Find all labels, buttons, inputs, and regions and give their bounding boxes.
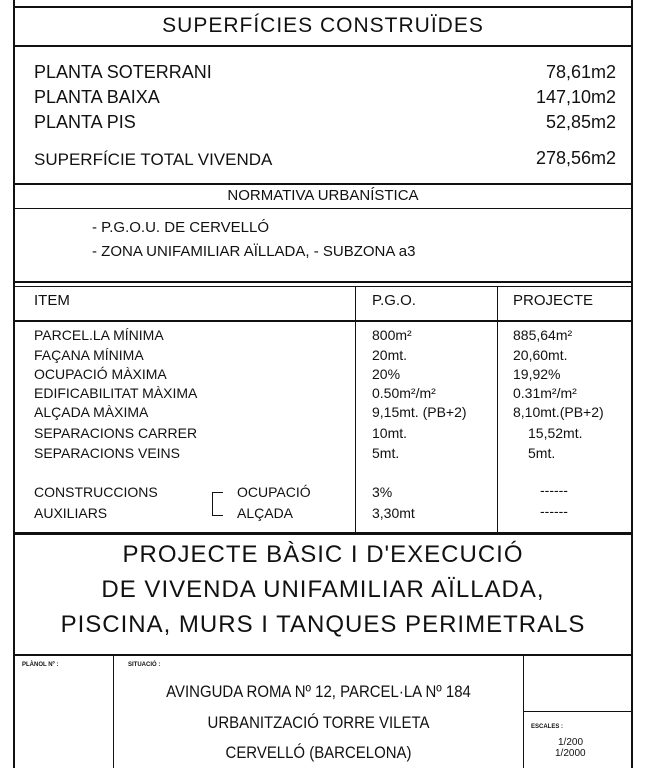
table-cell-projecte: 20,60mt. [513,347,568,363]
aux-item: ALÇADA [237,505,294,521]
divider [13,532,633,535]
aux-label: AUXILIARS [34,505,108,521]
bracket [212,492,223,516]
aux-pgo: 3,30mt [372,505,415,521]
table-cell-pgo: 20% [372,366,401,382]
table-cell-pgo: 0.50m²/m² [372,385,436,401]
header-item: ITEM [34,292,70,309]
column-divider [497,286,498,533]
aux-label: CONSTRUCCIONS [34,484,158,500]
surface-label: PLANTA BAIXA [34,87,160,107]
surface-total-label: SUPERFÍCIE TOTAL VIVENDA [34,150,273,169]
address-line: CERVELLÓ (BARCELONA) [225,743,412,762]
column-divider [355,286,356,533]
surface-label: PLANTA PIS [34,112,136,132]
escales-label: ESCALES : [531,724,564,730]
header-projecte: PROJECTE [513,292,594,309]
table-cell-item: EDIFICABILITAT MÀXIMA [34,385,198,401]
table-cell-item: SEPARACIONS CARRER [34,425,198,441]
table-cell-projecte: 885,64m² [513,327,573,343]
table-cell-pgo: 20mt. [372,347,408,363]
table-cell-pgo: 10mt. [372,425,408,441]
divider [13,654,633,656]
escala-value: 1/2000 [555,748,586,759]
table-cell-pgo: 9,15mt. (PB+2) [372,404,467,420]
project-title-line: PROJECTE BÀSIC I D'EXECUCIÓ [122,541,524,568]
surface-value: 52,85m2 [545,112,616,132]
table-cell-projecte: 8,10mt.(PB+2) [513,404,604,420]
divider [13,45,633,47]
column-divider [113,655,114,768]
surface-value: 78,61m2 [545,62,616,82]
table-cell-pgo: 800m² [372,327,412,343]
divider [523,711,633,712]
surfaces-title: SUPERFÍCIES CONSTRUÏDES [162,14,484,37]
table-cell-projecte: 15,52mt. [528,425,583,441]
header-pgo: P.G.O. [372,292,416,309]
address-line: AVINGUDA ROMA Nº 12, PARCEL·LA Nº 184 [166,682,471,701]
divider [13,320,633,322]
normativa-line: - ZONA UNIFAMILIAR AÏLLADA, - SUBZONA a3 [92,243,416,260]
table-cell-projecte: 19,92% [513,366,561,382]
aux-projecte: ------ [540,503,568,519]
surface-total-value: 278,56m2 [535,148,616,168]
project-title-line: DE VIVENDA UNIFAMILIAR AÏLLADA, [101,576,545,603]
surface-label: PLANTA SOTERRANI [34,62,212,82]
table-cell-item: PARCEL.LA MÍNIMA [34,327,164,343]
table-cell-pgo: 5mt. [372,445,400,461]
escala-value: 1/200 [558,737,584,748]
divider [13,208,633,209]
table-cell-item: OCUPACIÓ MÀXIMA [34,366,167,382]
aux-item: OCUPACIÓ [237,484,311,500]
divider [13,281,633,283]
situacio-label: SITUACIÓ : [128,662,161,668]
normativa-line: - P.G.O.U. DE CERVELLÓ [92,219,270,236]
planol-label: PLÀNOL Nº : [22,662,59,668]
table-cell-projecte: 5mt. [528,445,556,461]
divider [13,286,633,287]
aux-pgo: 3% [372,484,393,500]
address-line: URBANITZACIÓ TORRE VILETA [207,713,430,732]
frame-right [631,0,633,768]
normativa-title: NORMATIVA URBANÍSTICA [227,187,419,204]
table-cell-item: ALÇADA MÀXIMA [34,404,149,420]
project-title-line: PISCINA, MURS I TANQUES PERIMETRALS [60,611,586,638]
table-cell-item: FAÇANA MÍNIMA [34,347,144,363]
frame-left [13,0,15,768]
table-cell-item: SEPARACIONS VEINS [34,445,181,461]
surface-value: 147,10m2 [535,87,616,107]
divider [13,6,633,8]
divider [13,183,633,185]
aux-projecte: ------ [540,482,568,498]
table-cell-projecte: 0.31m²/m² [513,385,577,401]
